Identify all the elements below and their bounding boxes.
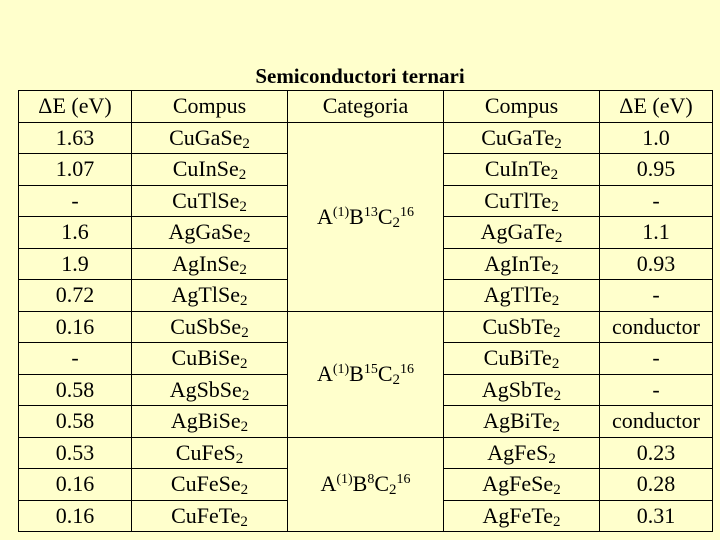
compound-left-base: CuBiSe — [171, 345, 240, 371]
compound-right-cell — [444, 248, 600, 280]
compound-left-cell — [132, 406, 288, 438]
compound-right-subscript: 2 — [550, 167, 559, 184]
category-prefix: A — [316, 203, 333, 229]
compound-left-base: AgBiSe — [170, 408, 241, 434]
category-sub: 2 — [392, 214, 401, 231]
category-mid: B — [349, 203, 364, 229]
header-delta-e-left: ΔE (eV) — [19, 91, 132, 123]
compound-left-subscript: 2 — [238, 167, 247, 184]
compound-right-base: CuBiTe — [483, 345, 552, 371]
compound-left-cell — [132, 122, 288, 154]
delta-e-right-cell: 1.0 — [600, 122, 713, 154]
compound-right-base: AgFeTe — [482, 502, 554, 528]
header-compus-left: Compus — [132, 91, 288, 123]
compound-left-base: AgSbSe — [169, 376, 242, 402]
category-prefix: A — [316, 361, 333, 386]
category-sup1: (1) — [336, 472, 353, 488]
compound-right-subscript: 2 — [551, 198, 559, 215]
compound-left-subscript: 2 — [235, 450, 244, 467]
compound-left-subscript: 2 — [242, 135, 250, 152]
compound-left-cell — [132, 185, 288, 217]
compound-right-subscript: 2 — [554, 135, 562, 152]
compound-right-cell — [444, 311, 600, 343]
category-sup3: 16 — [396, 472, 411, 488]
compound-left-base: CuInSe — [172, 156, 239, 182]
compound-right-cell — [444, 122, 600, 154]
compound-right-base: CuInTe — [484, 156, 551, 182]
compound-right-cell — [444, 374, 600, 406]
compound-right-base: CuSbTe — [482, 313, 554, 339]
delta-e-left-cell: 0.16 — [19, 500, 132, 532]
category-cell — [288, 437, 444, 532]
header-categoria: Categoria — [288, 91, 444, 123]
category-sub: 2 — [389, 482, 397, 499]
category-c: C — [377, 203, 393, 229]
delta-e-left-cell: - — [19, 343, 132, 375]
delta-e-left-cell: 1.9 — [19, 248, 132, 280]
compound-right-base: AgFeSe — [482, 471, 554, 497]
category-sub: 2 — [392, 372, 401, 388]
compound-right-subscript: 2 — [553, 482, 561, 499]
compound-right-cell — [444, 406, 600, 438]
compound-left-cell — [132, 311, 288, 343]
category-sup3: 16 — [400, 204, 415, 220]
compound-left-base: CuTlSe — [172, 187, 240, 213]
compound-left-cell — [132, 343, 288, 375]
compound-left-subscript: 2 — [241, 324, 249, 341]
category-sup1: (1) — [332, 204, 350, 220]
delta-e-right-cell: 0.93 — [600, 248, 713, 280]
compound-right-base: CuGaTe — [481, 124, 555, 150]
compound-right-subscript: 2 — [553, 513, 561, 530]
compound-right-subscript: 2 — [553, 387, 562, 404]
delta-e-right-cell: - — [600, 343, 713, 375]
category-mid: B — [349, 361, 364, 386]
compound-left-base: AgGaSe — [168, 219, 244, 245]
compound-left-base: CuFeTe — [171, 502, 241, 528]
compound-left-cell — [132, 437, 288, 469]
compound-right-base: AgBiTe — [483, 408, 553, 434]
compound-left-base: AgTlSe — [171, 282, 240, 308]
compound-left-subscript: 2 — [239, 261, 247, 278]
delta-e-left-cell: - — [19, 185, 132, 217]
compound-right-subscript: 2 — [551, 356, 560, 373]
delta-e-right-cell: 0.28 — [600, 469, 713, 501]
compound-right-base: AgGaTe — [480, 219, 555, 245]
delta-e-left-cell: 1.07 — [19, 154, 132, 186]
compound-right-cell — [444, 343, 600, 375]
semiconductor-table — [18, 90, 713, 532]
category-cell — [288, 122, 444, 311]
compound-left-base: CuSbSe — [170, 313, 242, 339]
category-sup3: 16 — [400, 362, 415, 377]
category-cell — [288, 311, 444, 437]
compound-left-cell — [132, 154, 288, 186]
compound-right-cell — [444, 217, 600, 249]
category-sup2: 15 — [363, 362, 378, 377]
delta-e-left-cell: 0.53 — [19, 437, 132, 469]
delta-e-right-cell: - — [600, 280, 713, 312]
delta-e-right-cell: - — [600, 374, 713, 406]
compound-right-subscript: 2 — [548, 450, 556, 467]
category-mid: B — [352, 471, 368, 497]
compound-left-subscript: 2 — [240, 419, 249, 436]
compound-right-subscript: 2 — [551, 261, 559, 278]
compound-left-subscript: 2 — [239, 293, 248, 310]
delta-e-left-cell: 1.63 — [19, 122, 132, 154]
table-header-row — [19, 91, 713, 123]
compound-right-subscript: 2 — [553, 324, 561, 341]
category-sup1: (1) — [332, 362, 350, 377]
page-title: Semiconductori ternari — [255, 64, 465, 88]
delta-e-left-cell: 0.16 — [19, 311, 132, 343]
compound-left-cell — [132, 248, 288, 280]
compound-left-cell — [132, 374, 288, 406]
delta-e-right-cell: 0.31 — [600, 500, 713, 532]
compound-right-cell — [444, 469, 600, 501]
compound-right-subscript: 2 — [554, 230, 563, 247]
compound-right-subscript: 2 — [552, 419, 560, 436]
compound-left-base: CuGaSe — [169, 124, 243, 150]
delta-e-left-cell: 0.58 — [19, 406, 132, 438]
table-row — [19, 122, 713, 154]
compound-right-cell — [444, 280, 600, 312]
header-delta-e-right: ΔE (eV) — [600, 91, 713, 123]
category-sup2: 8 — [367, 472, 375, 488]
compound-left-subscript: 2 — [240, 482, 249, 499]
delta-e-right-cell: 0.95 — [600, 154, 713, 186]
table-container — [18, 90, 713, 532]
delta-e-right-cell: 1.1 — [600, 217, 713, 249]
delta-e-right-cell: conductor — [600, 406, 713, 438]
compound-right-base: AgTlTe — [483, 282, 552, 308]
compound-left-subscript: 2 — [241, 387, 250, 404]
category-prefix: A — [320, 471, 337, 497]
delta-e-right-cell: - — [600, 185, 713, 217]
category-c: C — [374, 471, 390, 497]
compound-right-cell — [444, 185, 600, 217]
compound-left-subscript: 2 — [239, 198, 247, 215]
delta-e-left-cell: 1.6 — [19, 217, 132, 249]
delta-e-left-cell: 0.72 — [19, 280, 132, 312]
category-sup2: 13 — [363, 204, 378, 220]
compound-right-cell — [444, 500, 600, 532]
compound-left-base: AgInSe — [172, 250, 240, 276]
delta-e-left-cell: 0.16 — [19, 469, 132, 501]
category-c: C — [377, 361, 393, 386]
delta-e-right-cell: conductor — [600, 311, 713, 343]
compound-left-subscript: 2 — [239, 356, 248, 373]
compound-left-base: CuFeSe — [170, 471, 241, 497]
compound-right-cell — [444, 154, 600, 186]
compound-right-base: AgSbTe — [481, 376, 554, 402]
compound-right-cell — [444, 437, 600, 469]
table-row — [19, 437, 713, 469]
compound-left-cell — [132, 217, 288, 249]
compound-left-subscript: 2 — [240, 513, 248, 530]
table-row — [19, 311, 713, 343]
compound-right-base: AgInTe — [484, 250, 552, 276]
delta-e-left-cell: 0.58 — [19, 374, 132, 406]
compound-left-cell — [132, 500, 288, 532]
compound-left-subscript: 2 — [243, 230, 251, 247]
compound-left-cell — [132, 469, 288, 501]
delta-e-right-cell: 0.23 — [600, 437, 713, 469]
compound-right-base: AgFeS — [487, 439, 549, 465]
compound-right-subscript: 2 — [551, 293, 560, 310]
header-compus-right: Compus — [444, 91, 600, 123]
compound-right-base: CuTlTe — [484, 187, 552, 213]
table-body — [19, 122, 713, 532]
compound-left-cell — [132, 280, 288, 312]
compound-left-base: CuFeS — [175, 439, 236, 465]
